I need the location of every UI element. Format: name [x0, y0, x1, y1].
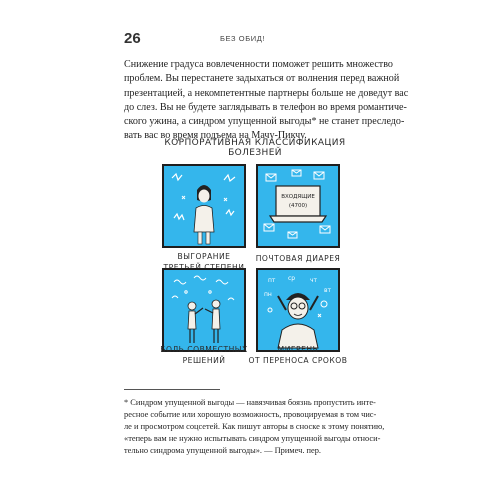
caption-line: ВЫГОРАНИЕ	[177, 252, 231, 261]
body-line: вать вас во время подъема на Мачу-Пикчу.	[124, 130, 307, 142]
svg-text:чт: чт	[310, 277, 318, 284]
body-line: до слез. Вы не будете заглядывать в телефон во время романтиче-	[124, 101, 407, 113]
caption-line: РЕШЕНИЙ	[182, 356, 226, 365]
footnote	[124, 397, 386, 457]
illustration-title: КОРПОРАТИВНАЯ КЛАССИФИКАЦИЯ БОЛЕЗНЕЙ	[164, 138, 346, 158]
body-line: проблем. Вы перестанете задыхаться от волнения перед важной	[124, 73, 400, 85]
svg-text:вт: вт	[324, 287, 332, 294]
footnote-line: * Синдром упущенной выгоды — навязчивая боязнь пропустить инте-	[124, 398, 376, 407]
svg-text:ср: ср	[288, 275, 296, 282]
migraine-person-icon	[258, 270, 338, 350]
inbox-count: (4700)	[288, 203, 308, 209]
burnout-person-icon	[164, 166, 244, 246]
caption-mail	[233, 253, 363, 264]
body-line: презентацией, а некомпетентные партнеры больше не доведут вас	[124, 87, 409, 99]
caption-line: МИГРЕНЬ	[277, 345, 319, 354]
panel-migraine	[256, 268, 340, 352]
footnote-line: тельно синдрома упущенной выгоды». — Примеч. пер.	[124, 446, 321, 455]
footnote-line: ресное событие или хорошую возможность, провоцируемая в том чис-	[124, 410, 377, 419]
svg-text:пн: пн	[264, 291, 272, 298]
body-line: ского ужина, а синдром упущенной выгоды* не станет преследо-	[124, 116, 405, 128]
body-line: Снижение градуса вовлеченности поможет решить множество	[124, 59, 393, 70]
laptop-inbox-icon	[258, 166, 338, 246]
footnote-divider	[124, 389, 220, 390]
panel-burnout	[162, 164, 246, 248]
inbox-label: ВХОДЯЩИЕ	[281, 194, 315, 200]
panel-joint-decisions	[162, 268, 246, 352]
running-head: БЕЗ ОБИД!	[220, 34, 266, 43]
arguing-people-icon	[164, 270, 244, 350]
panel-mail	[256, 164, 340, 248]
svg-text:пт: пт	[268, 277, 276, 284]
caption-line: ПОЧТОВАЯ ДИАРЕЯ	[255, 254, 341, 263]
footnote-line: ле и просмотром соцсетей. Как пишут авторы в сноске к этому понятию,	[124, 422, 385, 431]
caption-line: БОЛЬ СОВМЕСТНЫХ	[160, 345, 248, 354]
caption-migraine	[233, 344, 363, 366]
page-number: 26	[124, 30, 141, 47]
body-paragraph	[124, 58, 409, 144]
footnote-line: «теперь вам не нужно испытывать синдром упущенной выгоды относи-	[124, 434, 381, 443]
caption-line: ОТ ПЕРЕНОСА СРОКОВ	[248, 356, 348, 365]
page-header	[124, 30, 384, 50]
